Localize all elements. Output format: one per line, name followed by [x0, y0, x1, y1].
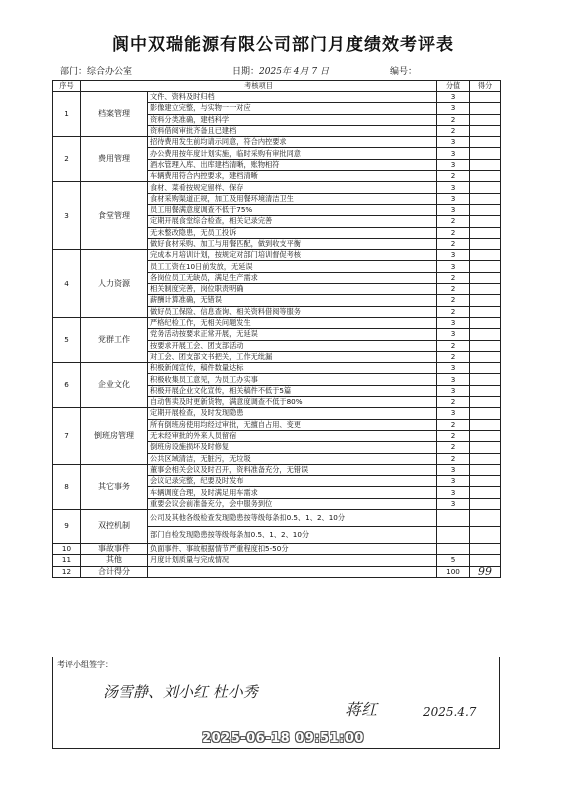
criterion-text: 影像建立完整，与实物一一对应 — [148, 103, 437, 114]
criterion-score: 2 — [437, 295, 470, 306]
criterion-text: 定期开展食堂综合检查，相关记录完善 — [148, 216, 437, 227]
criterion-text: 董事会相关会议及时召开，资料准备充分，无错误 — [148, 464, 437, 475]
criterion-score: 3 — [437, 476, 470, 487]
criterion-text: 相关制度完善，岗位职责明确 — [148, 284, 437, 295]
obtained-score — [470, 238, 501, 249]
criterion-text: 负面事件、事故根据情节严重程度扣5-50分 — [148, 543, 437, 554]
criterion-text — [148, 566, 437, 577]
table-row — [53, 555, 501, 566]
table-row — [53, 509, 501, 526]
criterion-text: 酒水管理入库、出库建档清晰，账物相符 — [148, 159, 437, 170]
criterion-score: 3 — [437, 385, 470, 396]
date-field — [232, 64, 329, 77]
obtained-score — [470, 385, 501, 396]
category-name: 双控机制 — [81, 509, 148, 543]
obtained-score — [470, 317, 501, 328]
obtained-score — [470, 137, 501, 148]
handwritten-signer: 蒋红 — [345, 700, 378, 719]
obtained-score — [470, 171, 501, 182]
category-name: 其它事务 — [81, 464, 148, 509]
criterion-score: 2 — [437, 238, 470, 249]
criterion-score: 2 — [437, 114, 470, 125]
row-number: 1 — [53, 92, 81, 137]
obtained-score — [470, 351, 501, 362]
category-name: 合计得分 — [81, 566, 148, 577]
scan-timestamp: 2025-06-18 09:51:00 — [202, 731, 364, 746]
criterion-score: 2 — [437, 216, 470, 227]
criterion-text: 招待费用发生前均请示同意，符合内控要求 — [148, 137, 437, 148]
obtained-score — [470, 509, 501, 526]
criterion-text: 定期开展检查，及时发现隐患 — [148, 408, 437, 419]
obtained-score — [470, 182, 501, 193]
row-number: 9 — [53, 509, 81, 543]
criterion-score: 3 — [437, 408, 470, 419]
obtained-score — [470, 284, 501, 295]
criterion-score: 3 — [437, 193, 470, 204]
criterion-text: 月度计划质量与完成情况 — [148, 555, 437, 566]
criterion-text: 部门自检发现隐患按等级每条加0.5、1、2、10分 — [148, 526, 437, 543]
table-header-row — [53, 81, 501, 92]
row-number: 6 — [53, 363, 81, 408]
evaluation-table — [52, 80, 501, 578]
criterion-text: 对工会、团支部文书把关，工作无纰漏 — [148, 351, 437, 362]
table-row — [53, 464, 501, 475]
obtained-score — [470, 526, 501, 543]
obtained-score — [470, 159, 501, 170]
criterion-text: 车辆费用符合内控要求，建档清晰 — [148, 171, 437, 182]
criterion-score: 2 — [437, 306, 470, 317]
criterion-score: 3 — [437, 487, 470, 498]
category-name: 党群工作 — [81, 317, 148, 362]
criterion-text: 积极新闻宣传，稿件数量达标 — [148, 363, 437, 374]
handwritten-sign-date: 2025.4.7 — [423, 705, 477, 719]
header-item: 考核项目 — [81, 81, 437, 92]
criterion-score: 2 — [437, 419, 470, 430]
category-name: 事故事件 — [81, 543, 148, 554]
criterion-text: 积极开展企业文化宣传，相关稿件不低于5篇 — [148, 385, 437, 396]
row-number: 12 — [53, 566, 81, 577]
criterion-score — [437, 509, 470, 526]
criterion-score: 2 — [437, 340, 470, 351]
criterion-text: 按要求开展工会、团支部活动 — [148, 340, 437, 351]
criterion-score: 3 — [437, 374, 470, 385]
obtained-score — [470, 295, 501, 306]
criterion-score: 3 — [437, 250, 470, 261]
row-number: 8 — [53, 464, 81, 509]
criterion-text: 员工用餐满意度调查不低于75% — [148, 204, 437, 215]
criterion-score: 3 — [437, 498, 470, 509]
criterion-score: 3 — [437, 137, 470, 148]
obtained-score — [470, 261, 501, 272]
obtained-score — [470, 148, 501, 159]
date-label: 日期： — [232, 67, 260, 77]
criterion-text: 无未整改隐患，无员工投诉 — [148, 227, 437, 238]
obtained-score — [470, 250, 501, 261]
obtained-score — [470, 453, 501, 464]
obtained-score — [470, 329, 501, 340]
criterion-score: 3 — [437, 159, 470, 170]
criterion-text: 做好食材采购、加工与用餐匹配，做到收支平衡 — [148, 238, 437, 249]
obtained-score: 99 — [470, 566, 501, 577]
criterion-text: 员工工资在10日前发放，无延误 — [148, 261, 437, 272]
row-number: 5 — [53, 317, 81, 362]
row-number: 4 — [53, 250, 81, 318]
obtained-score — [470, 216, 501, 227]
criterion-text: 薪酬计算准确，无错误 — [148, 295, 437, 306]
obtained-score — [470, 103, 501, 114]
criterion-score: 3 — [437, 261, 470, 272]
obtained-score — [470, 498, 501, 509]
obtained-score — [470, 204, 501, 215]
row-number: 2 — [53, 137, 81, 182]
criterion-text: 做好员工保险、信息查询、相关资料借阅等服务 — [148, 306, 437, 317]
number-label: 编号： — [390, 67, 418, 77]
criterion-score: 2 — [437, 227, 470, 238]
header-got: 得分 — [470, 81, 501, 92]
criterion-score: 2 — [437, 453, 470, 464]
criterion-text: 自动售卖及时更新货物，满意度调查不低于80% — [148, 397, 437, 408]
criterion-score: 2 — [437, 430, 470, 441]
obtained-score — [470, 555, 501, 566]
criterion-text: 所有倒班房使用均经过审批，无擅自占用、变更 — [148, 419, 437, 430]
table-row — [53, 182, 501, 193]
criterion-score: 100 — [437, 566, 470, 577]
table-row — [53, 92, 501, 103]
date-value: 2025年 4月 7 日 — [259, 67, 329, 77]
criterion-text: 文件、资料及时归档 — [148, 92, 437, 103]
row-number: 3 — [53, 182, 81, 250]
criterion-score: 2 — [437, 351, 470, 362]
obtained-score — [470, 227, 501, 238]
criterion-text: 各岗位员工无缺员，满足生产需求 — [148, 272, 437, 283]
criterion-score: 2 — [437, 171, 470, 182]
obtained-score — [470, 306, 501, 317]
criterion-score: 3 — [437, 103, 470, 114]
obtained-score — [470, 114, 501, 125]
criterion-score: 3 — [437, 148, 470, 159]
obtained-score — [470, 397, 501, 408]
criterion-score: 3 — [437, 182, 470, 193]
obtained-score — [470, 430, 501, 441]
department-label: 部门：综合办公室 — [60, 67, 133, 77]
criterion-score — [437, 526, 470, 543]
document-title: 阆中双瑞能源有限公司部门月度绩效考评表 — [112, 35, 454, 55]
table-row — [53, 408, 501, 419]
category-name: 费用管理 — [81, 137, 148, 182]
row-number: 11 — [53, 555, 81, 566]
obtained-score — [470, 193, 501, 204]
criterion-text: 完成本月培训计划，按规定对部门培训督促考核 — [148, 250, 437, 261]
category-name: 食堂管理 — [81, 182, 148, 250]
criterion-score: 3 — [437, 317, 470, 328]
row-number: 10 — [53, 543, 81, 554]
criterion-text: 车辆调度合理，及时满足用车需求 — [148, 487, 437, 498]
criterion-score: 3 — [437, 464, 470, 475]
criterion-text: 办公费用按年度计划实施，临时采购有审批同意 — [148, 148, 437, 159]
criterion-text: 无未经审批的外来人员留宿 — [148, 430, 437, 441]
criterion-text: 食材、菜肴按规定留样、保存 — [148, 182, 437, 193]
obtained-score — [470, 340, 501, 351]
criterion-text: 积极收集员工意见，为员工办实事 — [148, 374, 437, 385]
criterion-text: 重要会议会前准备充分，会中服务到位 — [148, 498, 437, 509]
header-seq: 序号 — [53, 81, 81, 92]
criterion-text: 严格纪检工作，无相关问题发生 — [148, 317, 437, 328]
obtained-score — [470, 487, 501, 498]
criterion-text: 资料分类准确，建档科学 — [148, 114, 437, 125]
category-name: 人力资源 — [81, 250, 148, 318]
row-number: 7 — [53, 408, 81, 464]
obtained-score — [470, 125, 501, 136]
criterion-score: 5 — [437, 555, 470, 566]
criterion-score: 2 — [437, 397, 470, 408]
criterion-score: 2 — [437, 125, 470, 136]
category-name: 档案管理 — [81, 92, 148, 137]
table-row — [53, 566, 501, 577]
category-name: 其他 — [81, 555, 148, 566]
obtained-score — [470, 419, 501, 430]
obtained-score — [470, 442, 501, 453]
criterion-text: 食材采购渠道正规，加工及用餐环境清洁卫生 — [148, 193, 437, 204]
table-row — [53, 363, 501, 374]
criterion-score: 3 — [437, 204, 470, 215]
header-score: 分值 — [437, 81, 470, 92]
obtained-score — [470, 374, 501, 385]
criterion-text: 公共区域清洁，无脏污，无垃圾 — [148, 453, 437, 464]
category-name: 倒班房管理 — [81, 408, 148, 464]
obtained-score — [470, 464, 501, 475]
table-row — [53, 543, 501, 554]
table-row — [53, 250, 501, 261]
obtained-score — [470, 543, 501, 554]
criterion-score: 3 — [437, 92, 470, 103]
criterion-text: 党务活动按要求正常开展，无延误 — [148, 329, 437, 340]
obtained-score — [470, 92, 501, 103]
criterion-text: 倒班房设施损坏及时修复 — [148, 442, 437, 453]
criterion-text: 公司及其他各级检查发现隐患按等级每条扣0.5、1、2、10分 — [148, 509, 437, 526]
criterion-score: 3 — [437, 329, 470, 340]
criterion-score: 2 — [437, 442, 470, 453]
table-row — [53, 137, 501, 148]
criterion-score — [437, 543, 470, 554]
category-name: 企业文化 — [81, 363, 148, 408]
criterion-score: 3 — [437, 363, 470, 374]
table-row — [53, 317, 501, 328]
review-group-label: 考评小组签字： — [57, 660, 113, 669]
obtained-score — [470, 476, 501, 487]
handwritten-signatures: 汤雪静、刘小红 杜小秀 — [103, 683, 258, 701]
criterion-text: 会议记录完整，纪要及时发布 — [148, 476, 437, 487]
obtained-score — [470, 363, 501, 374]
obtained-score — [470, 408, 501, 419]
obtained-score — [470, 272, 501, 283]
criterion-score: 2 — [437, 284, 470, 295]
criterion-text: 资料借阅审批齐备且已建档 — [148, 125, 437, 136]
criterion-score: 2 — [437, 272, 470, 283]
